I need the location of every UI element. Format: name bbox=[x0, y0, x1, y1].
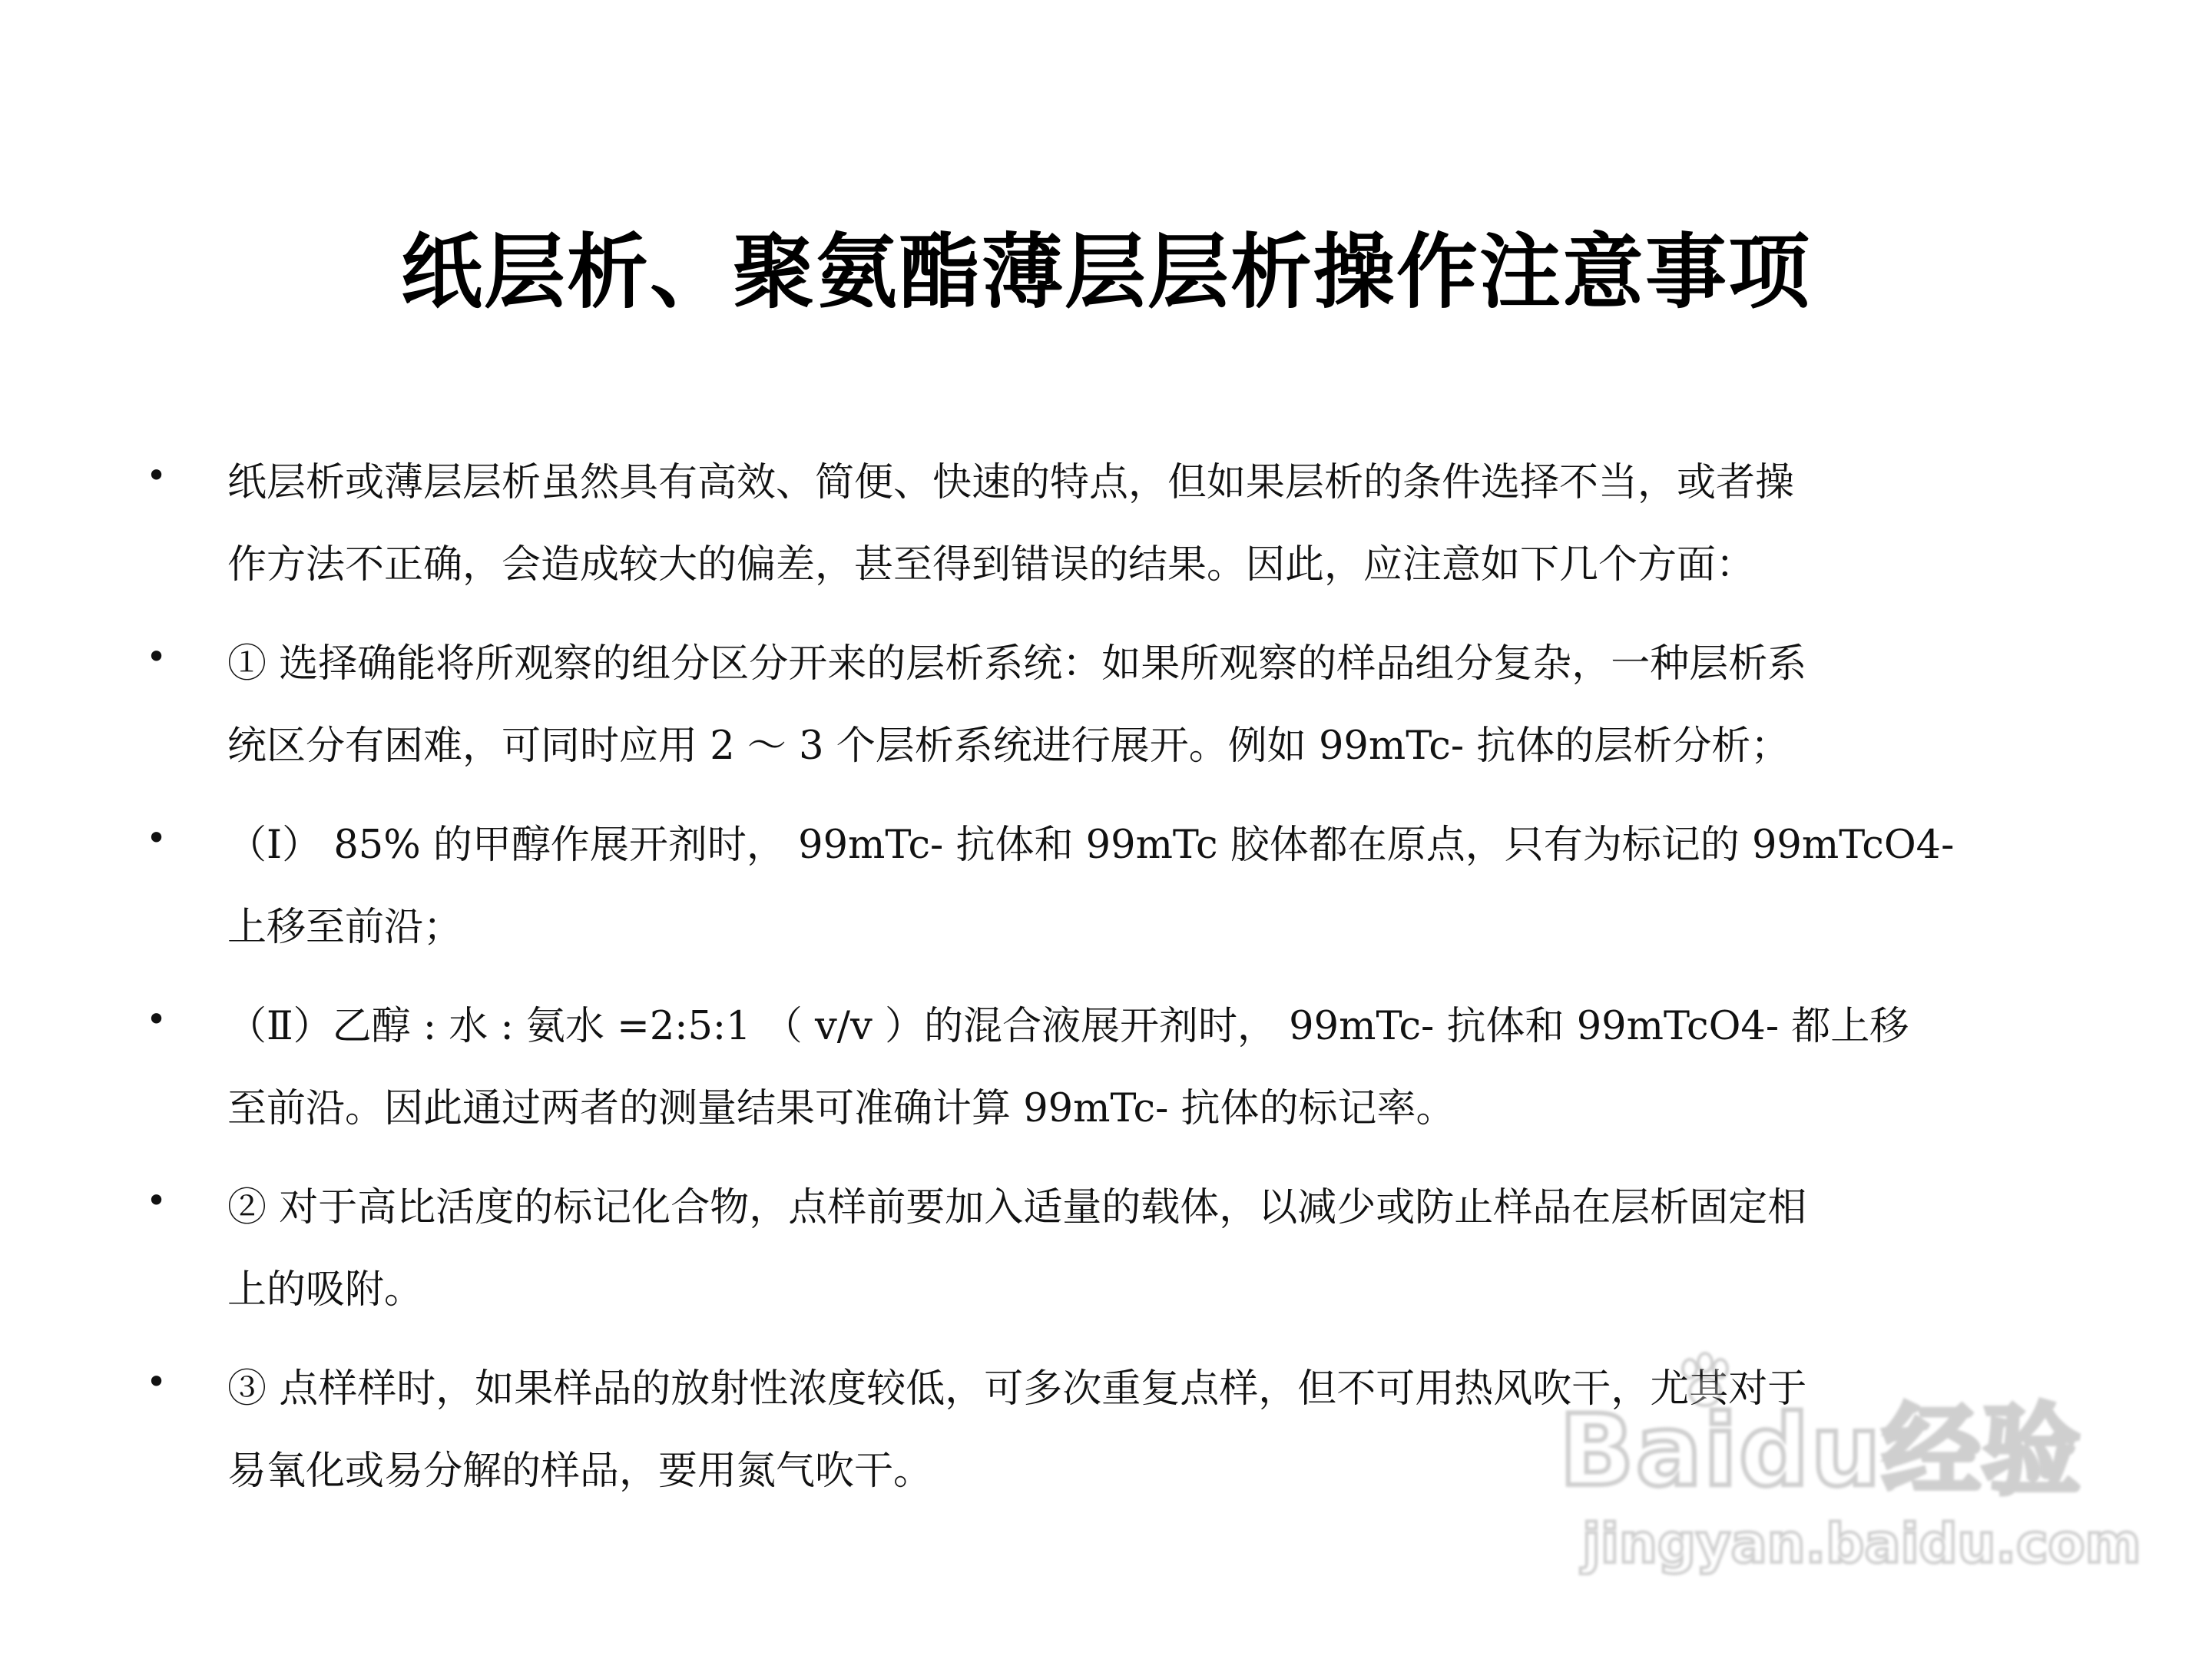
watermark-url: jingyan.baidu.com bbox=[1582, 1512, 2141, 1575]
bullet-line: 至前沿。因此通过两者的测量结果可准确计算 99mTc- 抗体的标记率。 bbox=[227, 1086, 1455, 1131]
bullet-icon: • bbox=[146, 636, 167, 677]
bullet-text bbox=[227, 1167, 2109, 1331]
bullet-line: 统区分有困难，可同时应用 2 ～ 3 个层析系统进行展开。例如 99mTc- 抗体的层析分析； bbox=[227, 724, 1790, 769]
bullet-text bbox=[227, 804, 2109, 969]
bullet-line: 作方法不正确，会造成较大的偏差，甚至得到错误的结果。因此，应注意如下几个方面： bbox=[227, 542, 1756, 588]
bullet-line: 上的吸附。 bbox=[227, 1267, 424, 1313]
bullet-line: （Ⅱ）乙醇 : 水 : 氨水 =2:5:1 （ v/v ）的混合液展开剂时， 99mTc- 抗体和 99mTcO4- 都上移 bbox=[227, 1004, 1909, 1049]
bullet-icon: • bbox=[146, 998, 167, 1040]
watermark-logo-text: Baidu经验 bbox=[1559, 1394, 2082, 1508]
bullet-icon: • bbox=[146, 455, 167, 496]
bullet-line: ③ 点样样时，如果样品的放射性浓度较低，可多次重复点样，但不可用热风吹干，尤其对于 bbox=[227, 1366, 1807, 1412]
bullet-line: 上移至前沿； bbox=[227, 905, 463, 950]
list-item bbox=[0, 615, 2212, 780]
bullet-icon: • bbox=[146, 817, 167, 859]
list-item bbox=[0, 434, 2212, 598]
bullet-line: （Ⅰ） 85% 的甲醇作展开剂时， 99mTc- 抗体和 99mTc 胶体都在原点，只有为标记的 99mTcO4- bbox=[227, 823, 1955, 868]
slide-title: 纸层析、聚氨酯薄层层析操作注意事项 bbox=[401, 225, 1811, 320]
list-item bbox=[0, 1159, 2212, 1323]
list-item bbox=[0, 796, 2212, 961]
bullet-text bbox=[227, 985, 2109, 1150]
list-item bbox=[0, 978, 2212, 1142]
bullet-line: ① 选择确能将所观察的组分区分开来的层析系统：如果所观察的样品组分复杂，一种层析系 bbox=[227, 641, 1807, 687]
bullet-text bbox=[227, 442, 2109, 606]
bullet-line: 易氧化或易分解的样品，要用氮气吹干。 bbox=[227, 1449, 933, 1494]
bullet-text bbox=[227, 623, 2109, 787]
baidu-watermark bbox=[1559, 1352, 2141, 1582]
bullet-line: ② 对于高比活度的标记化合物，点样前要加入适量的载体，以减少或防止样品在层析固定相 bbox=[227, 1185, 1807, 1230]
bullet-icon: • bbox=[146, 1180, 167, 1221]
bullet-icon: • bbox=[146, 1361, 167, 1402]
bullet-line: 纸层析或薄层层析虽然具有高效、简便、快速的特点，但如果层析的条件选择不当，或者操 bbox=[227, 460, 1795, 505]
